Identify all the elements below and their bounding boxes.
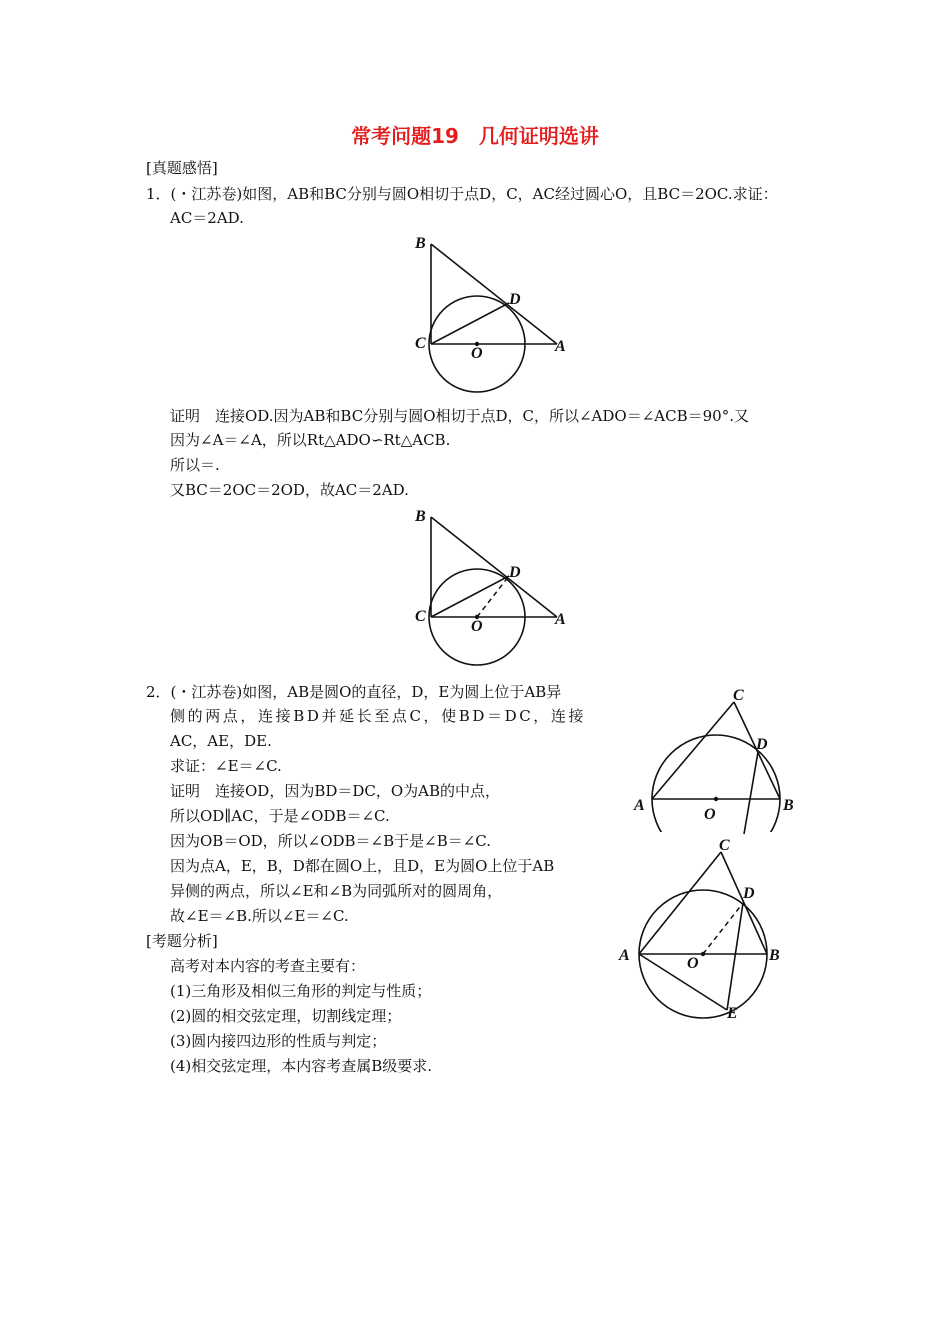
problem2-proof-line1: 证明 连接OD，因为BD＝DC，O为AB的中点， xyxy=(170,782,501,800)
fig4-label-O: O xyxy=(687,955,699,972)
problem2-prove: 求证：∠E＝∠C. xyxy=(170,757,282,775)
fig1-label-D: D xyxy=(509,291,521,308)
problem1-proof-line1: 证明 连接OD.因为AB和BC分别与圆O相切于点D，C，所以∠ADO＝∠ACB＝90°.又 xyxy=(170,407,749,425)
fig3-label-D: D xyxy=(756,736,768,753)
analysis-item-2: (2)圆的相交弦定理，切割线定理； xyxy=(170,1007,402,1025)
analysis-item-4: (4)相交弦定理，本内容考查属B级要求. xyxy=(170,1057,433,1075)
problem2-statement-cont: 侧的两点，连接BD并延长至点C，使BD＝DC，连接 xyxy=(170,707,587,725)
fig4-label-A: A xyxy=(619,947,630,964)
fig1-label-A: A xyxy=(555,338,566,355)
problem1-proof-line4: 又BC＝2OC＝2OD，故AC＝2AD. xyxy=(170,481,409,499)
analysis-item-3: (3)圆内接四边形的性质与判定； xyxy=(170,1032,387,1050)
fig4-label-E: E xyxy=(727,1005,738,1022)
section-heading-real-questions: [真题感悟] xyxy=(146,159,218,177)
fig3-label-A: A xyxy=(634,797,645,814)
section-heading-analysis: [考题分析] xyxy=(146,932,218,950)
fig2-label-B: B xyxy=(415,508,426,525)
problem2-proof-line6: 故∠E＝∠B.所以∠E＝∠C. xyxy=(170,907,349,925)
analysis-item-1: (1)三角形及相似三角形的判定与性质； xyxy=(170,982,432,1000)
figure-3-diameter-circle xyxy=(628,682,808,842)
fig1-label-B: B xyxy=(415,235,426,252)
fig3-label-O: O xyxy=(704,806,716,823)
problem2-proof-line4: 因为点A，E，B，D都在圆O上，且D，E为圆O上位于AB xyxy=(170,857,555,875)
problem2-statement-cont2: AC，AE，DE. xyxy=(170,732,272,750)
fig2-label-D: D xyxy=(509,564,521,581)
fig4-label-B: B xyxy=(769,947,780,964)
problem2-proof-line5: 异侧的两点，所以∠E和∠B为同弧所对的圆周角， xyxy=(170,882,503,900)
problem1-proof-line3: 所以＝. xyxy=(170,456,220,474)
figure-4-diameter-circle-proof xyxy=(615,832,795,1022)
problem2-proof-line3: 因为OB＝OD，所以∠ODB＝∠B于是∠B＝∠C. xyxy=(170,832,492,850)
page-title: 常考问题19 几何证明选讲 xyxy=(351,124,599,148)
fig3-label-C: C xyxy=(733,687,744,704)
fig4-label-D: D xyxy=(743,885,755,902)
problem1-proof-line2: 因为∠A＝∠A，所以Rt△ADO∽Rt△ACB. xyxy=(170,431,451,449)
problem2-proof-line2: 所以OD∥AC，于是∠ODB＝∠C. xyxy=(170,807,390,825)
fig2-label-A: A xyxy=(555,611,566,628)
problem1-statement: 1．(・江苏卷)如图，AB和BC分别与圆O相切于点D，C，AC经过圆心O，且BC＝2OC.求证： xyxy=(146,185,778,203)
problem2-statement: 2．(・江苏卷)如图，AB是圆O的直径，D，E为圆上位于AB异 xyxy=(146,683,562,701)
problem1-statement-cont: AC＝2AD. xyxy=(170,209,244,227)
fig1-label-C: C xyxy=(415,335,426,352)
analysis-intro: 高考对本内容的考查主要有： xyxy=(170,957,366,975)
fig2-label-O: O xyxy=(471,618,483,635)
fig4-label-C: C xyxy=(719,837,730,854)
fig3-label-B: B xyxy=(783,797,794,814)
figure-2-tangent-circle-proof xyxy=(405,505,605,665)
figure-1-tangent-circle xyxy=(405,232,605,392)
fig1-label-O: O xyxy=(471,345,483,362)
fig2-label-C: C xyxy=(415,608,426,625)
